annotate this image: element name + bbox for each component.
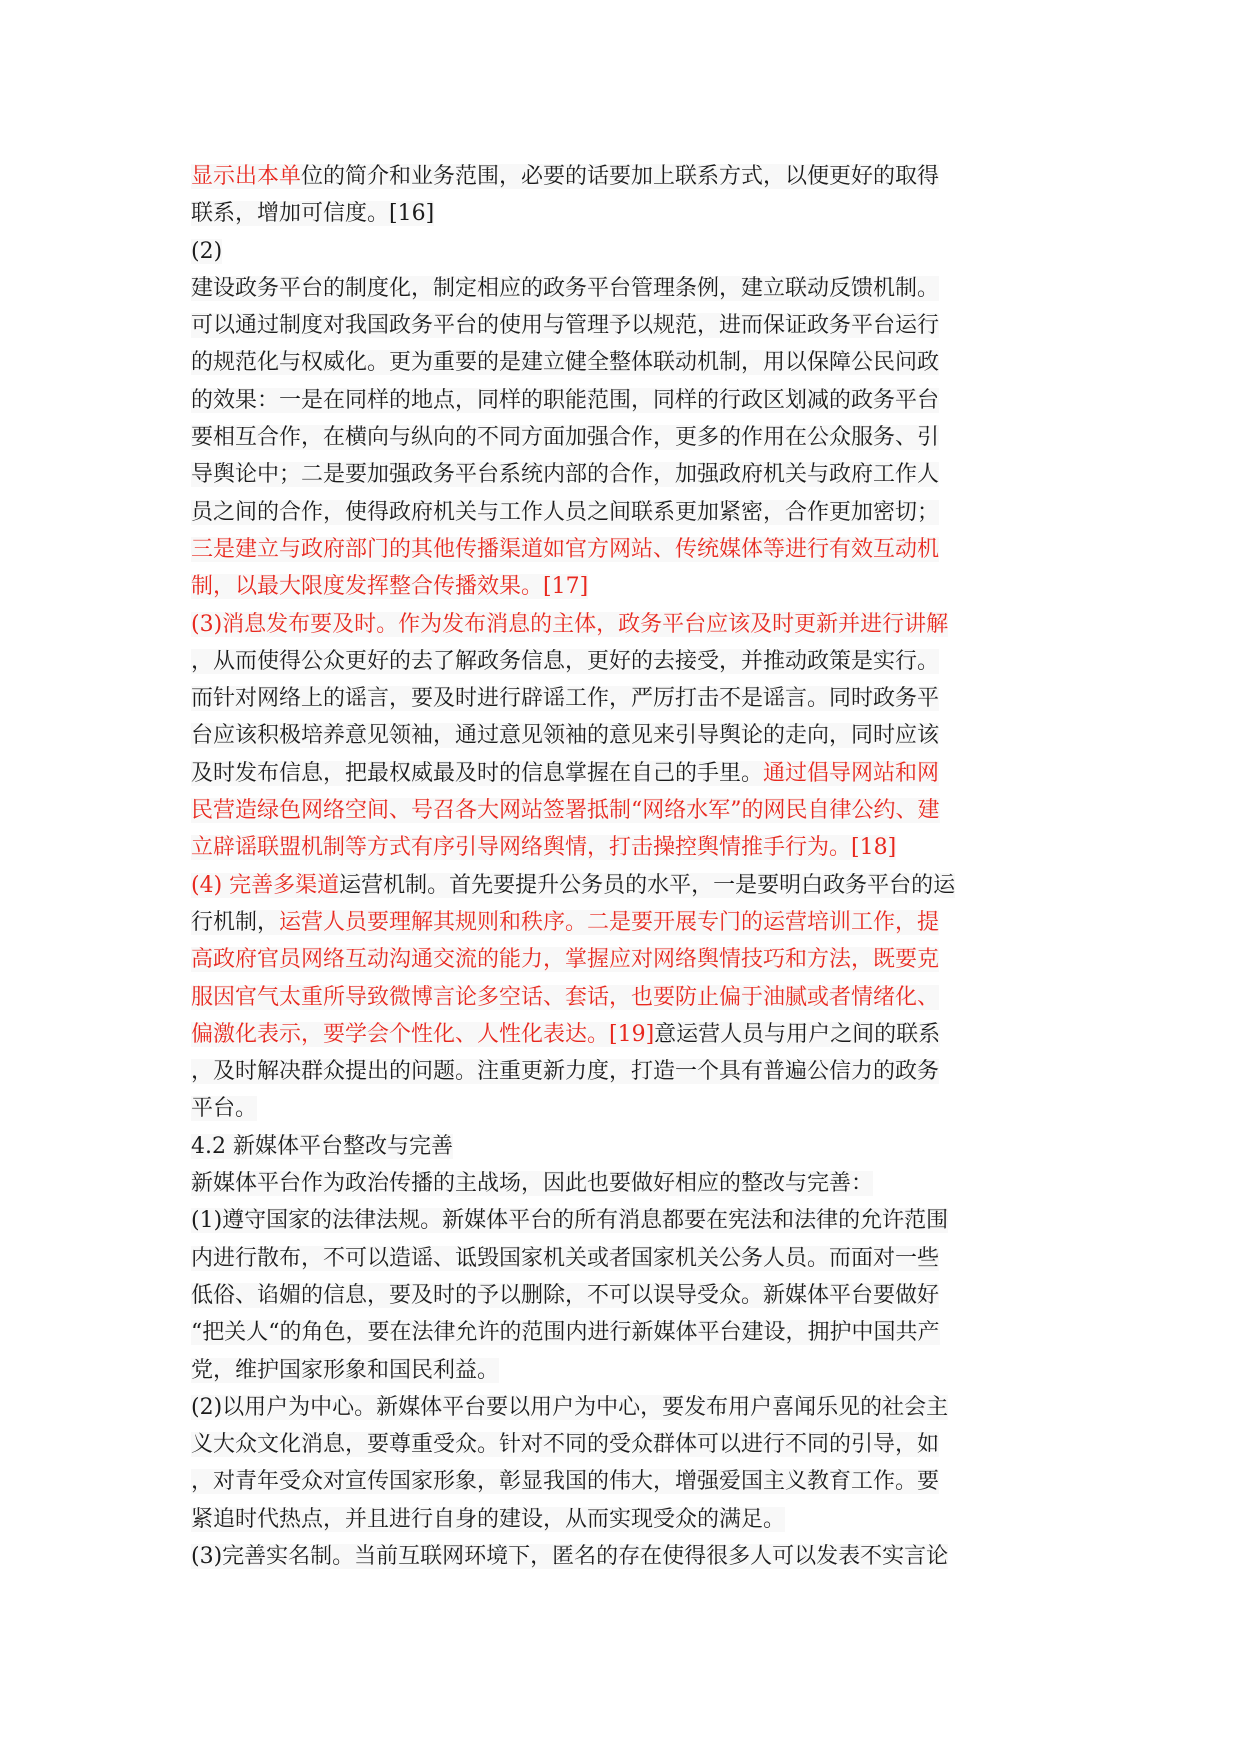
text-line — [191, 867, 1051, 904]
text-segment: 台应该积极培养意见领袖，通过意见领袖的意见来引导舆论的走向，同时应该 — [191, 723, 940, 749]
text-line — [191, 643, 1051, 680]
text-line — [191, 344, 1051, 381]
text-segment: 而针对网络上的谣言，要及时进行辟谣工作，严厉打击不是谣言。同时政务平 — [191, 686, 940, 712]
highlighted-text: 服因官气太重所导致微博言论多空话、套话，也要防止偏于油腻或者情绪化、 — [191, 984, 940, 1010]
text-line — [191, 1277, 1051, 1314]
text-line — [191, 1463, 1051, 1500]
text-segment: 的效果：一是在同样的地点，同样的职能范围，同样的行政区划减的政务平台 — [191, 387, 940, 413]
text-segment: (2)以用户为中心。新媒体平台要以用户为中心，要发布用户喜闻乐见的社会主 — [191, 1394, 949, 1420]
text-segment: 义大众文化消息，要尊重受众。针对不同的受众群体可以进行不同的引导，如 — [191, 1432, 940, 1458]
text-line — [191, 941, 1051, 978]
highlighted-text: 高政府官员网络互动沟通交流的能力，掌握应对网络舆情技巧和方法，既要克 — [191, 947, 940, 973]
highlighted-text: 立辟谣联盟机制等方式有序引导网络舆情，打击操控舆情推手行为。[18] — [191, 835, 897, 861]
text-line — [191, 456, 1051, 493]
text-line — [191, 904, 1051, 941]
text-line — [191, 829, 1051, 866]
text-line — [191, 1053, 1051, 1090]
text-segment: 及时发布信息，把最权威最及时的信息掌握在自己的手里。 — [191, 760, 764, 786]
text-segment: 的规范化与权威化。更为重要的是建立健全整体联动机制，用以保障公民问政 — [191, 350, 940, 376]
text-segment: 内进行散布，不可以造谣、诋毁国家机关或者国家机关公务人员。而面对一些 — [191, 1245, 940, 1271]
text-line — [191, 494, 1051, 531]
text-segment: 员之间的合作，使得政府机关与工作人员之间联系更加紧密，合作更加密切； — [191, 499, 940, 525]
text-line — [191, 307, 1051, 344]
text-line — [191, 1165, 1051, 1202]
text-line — [191, 568, 1051, 605]
highlighted-text: 显示出本单 — [191, 164, 302, 189]
text-line — [191, 979, 1051, 1016]
document-body — [191, 158, 1051, 1575]
text-line — [191, 1538, 1051, 1575]
text-line — [191, 270, 1051, 307]
text-line — [191, 1202, 1051, 1239]
text-segment: 新媒体平台作为政治传播的主战场，因此也要做好相应的整改与完善： — [191, 1171, 874, 1197]
text-line — [191, 1240, 1051, 1277]
text-segment: 低俗、谄媚的信息，要及时的予以删除，不可以误导受众。新媒体平台要做好 — [191, 1282, 940, 1308]
highlighted-text: 通过倡导网站和网 — [763, 760, 940, 786]
text-segment: 可以通过制度对我国政务平台的使用与管理予以规范，进而保证政务平台运行 — [191, 313, 940, 339]
text-line — [191, 606, 1051, 643]
highlighted-text: 三是建立与政府部门的其他传播渠道如官方网站、传统媒体等进行有效互动机 — [191, 536, 940, 562]
text-line — [191, 755, 1051, 792]
text-segment: ，从而使得公众更好的去了解政务信息，更好的去接受，并推动政策是实行。 — [191, 648, 940, 674]
text-line — [191, 792, 1051, 829]
text-line — [191, 680, 1051, 717]
text-line — [191, 1426, 1051, 1463]
text-line — [191, 195, 1051, 232]
text-segment: “把关人“的角色，要在法律允许的范围内进行新媒体平台建设，拥护中国共产 — [191, 1320, 940, 1346]
text-segment: ，对青年受众对宣传国家形象，彰显我国的伟大，增强爱国主义教育工作。要 — [191, 1469, 940, 1495]
text-segment: 意运营人员与用户之间的联系 — [654, 1021, 941, 1047]
text-segment: 要相互合作，在横向与纵向的不同方面加强合作，更多的作用在公众服务、引 — [191, 425, 940, 451]
text-segment: 导舆论中；二是要加强政务平台系统内部的合作，加强政府机关与政府工作人 — [191, 462, 940, 488]
text-segment: 紧追时代热点，并且进行自身的建设，从而实现受众的满足。 — [191, 1506, 786, 1532]
text-segment: (1)遵守国家的法律法规。新媒体平台的所有消息都要在宪法和法律的允许范围 — [191, 1208, 949, 1234]
text-line — [191, 1314, 1051, 1351]
text-segment: (3)完善实名制。当前互联网环境下，匿名的存在使得很多人可以发表不实言论 — [191, 1543, 949, 1569]
text-line — [191, 1128, 1051, 1165]
highlighted-text: 偏激化表示，要学会个性化、人性化表达。[19] — [191, 1021, 655, 1047]
text-line — [191, 158, 1051, 195]
text-segment: ，及时解决群众提出的问题。注重更新力度，打造一个具有普遍公信力的政务 — [191, 1059, 940, 1085]
text-line — [191, 1016, 1051, 1053]
text-segment: 建设政务平台的制度化，制定相应的政务平台管理条例，建立联动反馈机制。 — [191, 275, 940, 301]
text-segment: 平台。 — [191, 1096, 258, 1122]
text-segment: 联系，增加可信度。[16] — [191, 201, 435, 227]
highlighted-text: (4) 完善多渠道 — [191, 872, 340, 898]
text-line — [191, 382, 1051, 419]
highlighted-text: (3)消息发布要及时。作为发布消息的主体，政务平台应该及时更新并进行讲解 — [191, 611, 949, 637]
text-line — [191, 1090, 1051, 1127]
text-segment: 位的简介和业务范围，必要的话要加上联系方式，以便更好的取得 — [301, 164, 940, 189]
highlighted-text: 运营人员要理解其规则和秩序。二是要开展专门的运营培训工作，提 — [279, 909, 940, 935]
text-line — [191, 233, 1051, 270]
text-segment: 党，维护国家形象和国民利益。 — [191, 1357, 500, 1383]
text-segment: 运营机制。首先要提升公务员的水平，一是要明白政务平台的运 — [339, 872, 956, 898]
highlighted-text: 民营造绿色网络空间、号召各大网站签署抵制“网络水军”的网民自律公约、建 — [191, 798, 940, 824]
text-segment: (2) — [191, 238, 223, 264]
text-line — [191, 531, 1051, 568]
highlighted-text: 制，以最大限度发挥整合传播效果。[17] — [191, 574, 589, 600]
text-line — [191, 717, 1051, 754]
text-segment: 4.2 新媒体平台整改与完善 — [191, 1133, 453, 1159]
text-line — [191, 1352, 1051, 1389]
text-line — [191, 1389, 1051, 1426]
text-line — [191, 419, 1051, 456]
text-line — [191, 1501, 1051, 1538]
text-segment: 行机制， — [191, 909, 280, 935]
